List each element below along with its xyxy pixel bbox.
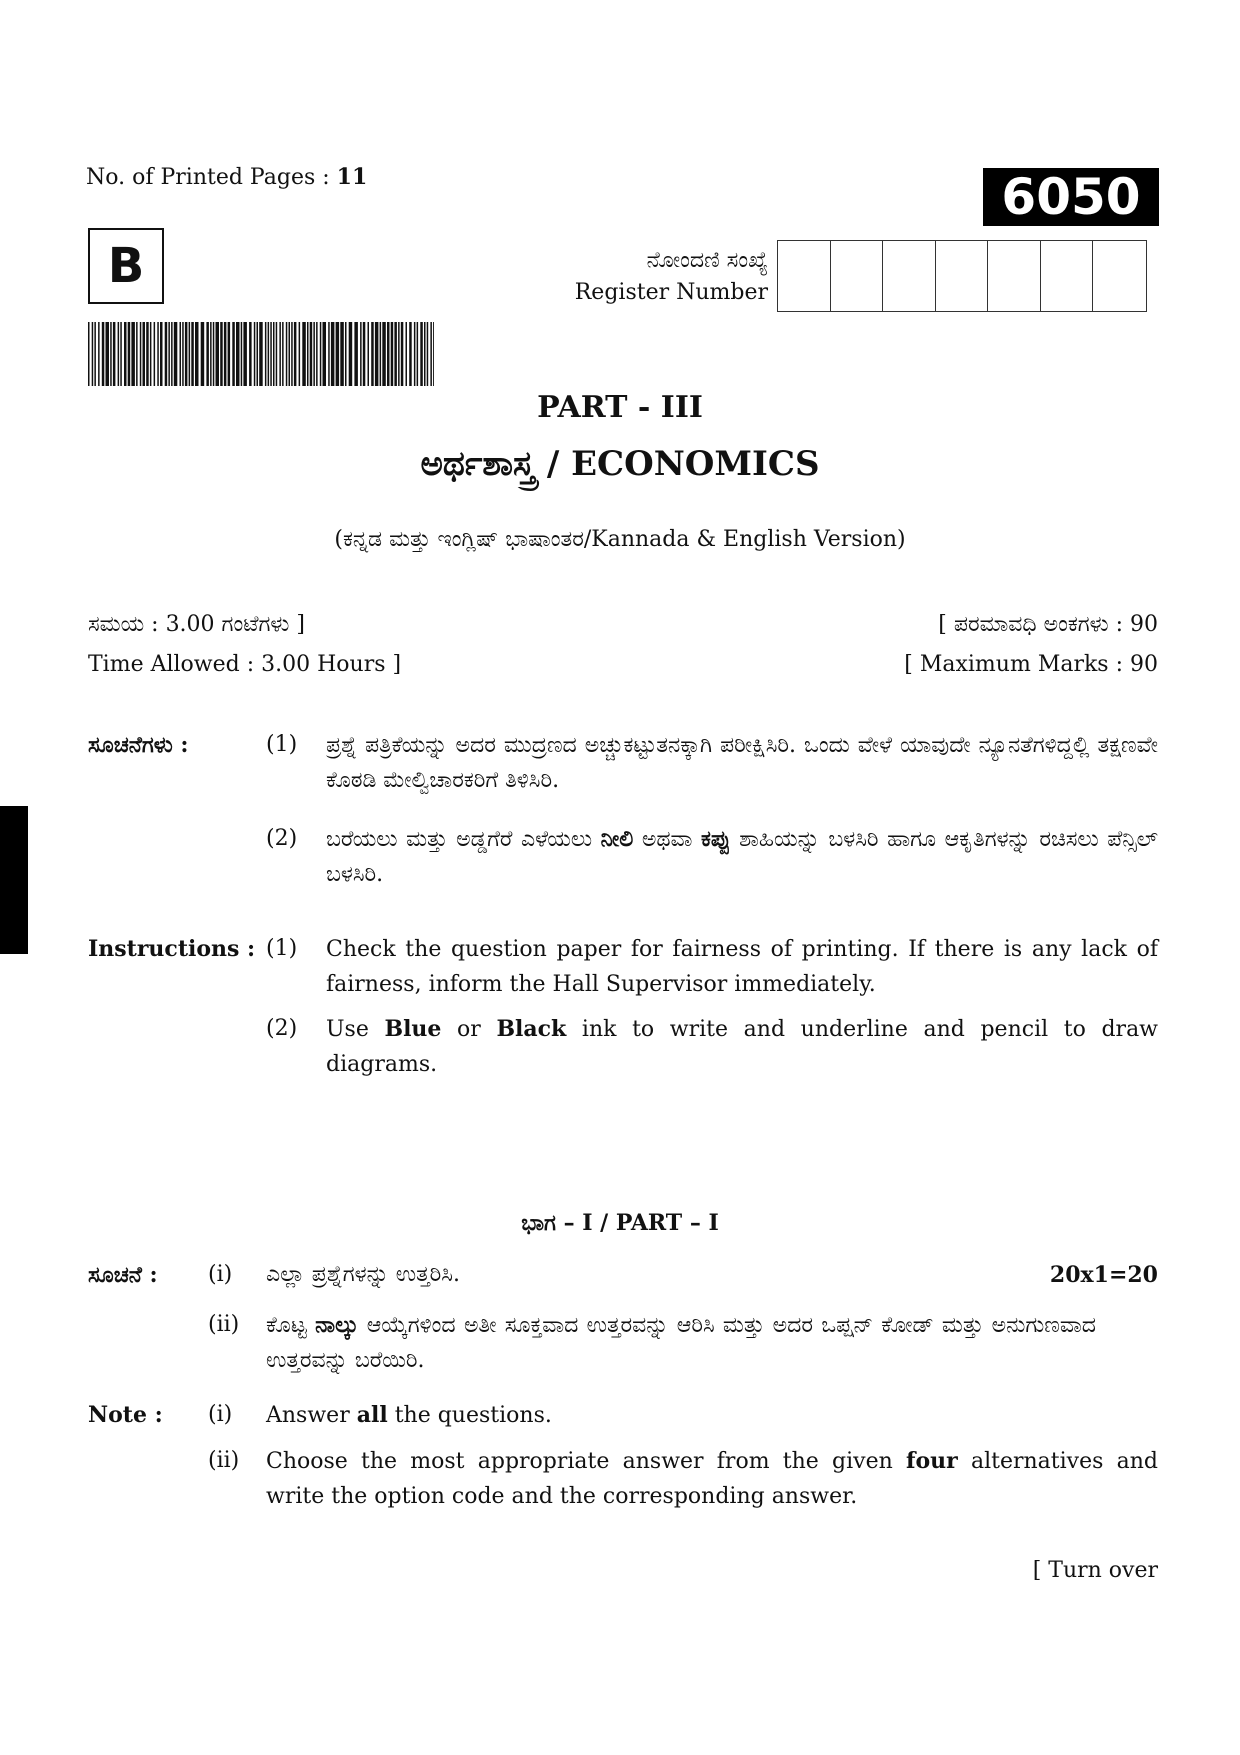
note-text: ಆಯ್ಕೆಗಳಿಂದ ಅತೀ ಸೂಕ್ತವಾದ ಉತ್ತರವನ್ನು ಆರಿಸಿ ಮತ್ತು ಅದರ ಒಪ್ಷನ್ ಕೋಡ್ ಮತ್ತು ಅನುಗುಣವಾದ ಉತ್ತರವನ್ನು ಬರೆಯಿರಿ.: [266, 1313, 1096, 1373]
barcode-bar: [417, 322, 419, 386]
barcode-bar: [360, 322, 362, 386]
barcode-bar: [243, 322, 247, 386]
barcode-bar: [320, 322, 322, 386]
barcode-bar: [206, 322, 209, 386]
note-text: the questions.: [387, 1403, 552, 1428]
barcode-bar: [270, 322, 272, 386]
barcode-bar: [106, 322, 110, 386]
part-one-english-note-2: [266, 1444, 1158, 1514]
barcode-bar: [276, 322, 278, 386]
instruction-number: (2): [266, 826, 298, 851]
barcode-bar: [182, 322, 184, 386]
barcode-bar: [382, 322, 386, 386]
barcode-bar: [265, 322, 267, 386]
note-number: (i): [208, 1402, 233, 1427]
part-one-english-note-label: Note :: [88, 1402, 163, 1428]
barcode-bar: [391, 322, 394, 386]
barcode-bar: [254, 322, 256, 386]
register-cell[interactable]: [831, 241, 884, 311]
note-text: ಕೊಟ್ಟ: [266, 1313, 316, 1338]
barcode-bar: [313, 322, 315, 386]
barcode-bar: [98, 322, 100, 386]
barcode-bar: [331, 322, 335, 386]
paper-code: 6050: [983, 168, 1159, 226]
note-number: (ii): [208, 1312, 240, 1337]
register-cell[interactable]: [1093, 241, 1146, 311]
barcode-bar: [354, 322, 358, 386]
barcode-bar: [294, 322, 297, 386]
barcode-bar: [401, 322, 404, 386]
barcode-bar: [427, 322, 429, 386]
barcode-bar: [110, 322, 112, 386]
barcode-bar: [136, 322, 138, 386]
version-note: (ಕನ್ನಡ ಮತ್ತು ಇಂಗ್ಲಿಷ್ ಭಾಷಾಂತರ/Kannada & English Version): [334, 527, 906, 552]
barcode-bar: [191, 322, 194, 386]
barcode-bar: [409, 322, 412, 386]
barcode-bar: [118, 322, 120, 386]
barcode-bar: [259, 322, 263, 386]
note-number: (i): [208, 1262, 233, 1287]
kannada-instructions-label: ಸೂಚನೆಗಳು :: [88, 732, 189, 758]
series-letter: B: [88, 228, 164, 304]
barcode-bar: [345, 322, 347, 386]
instruction-text: ಶಾಹಿಯನ್ನು ಬಳಸಿರಿ ಹಾಗೂ ಆಕೃತಿಗಳನ್ನು ರಚಿಸಲು ಪೆನ್ಸಿಲ್ ಬಳಸಿರಿ.: [326, 827, 1158, 887]
part-one-heading: ಭಾಗ – I / PART – I: [521, 1210, 719, 1236]
barcode-bar: [371, 322, 374, 386]
part-one-kannada-note-label: ಸೂಚನೆ :: [88, 1262, 158, 1288]
instruction-emphasis: Black: [496, 1016, 567, 1042]
barcode-bar: [307, 322, 309, 386]
note-text: alternatives and write the option code and the corresponding answer.: [266, 1449, 1158, 1509]
barcode-bar: [168, 322, 170, 386]
register-cell[interactable]: [778, 241, 831, 311]
barcode-bar: [387, 322, 390, 386]
barcode-bar: [113, 322, 116, 386]
barcode-bar: [430, 322, 432, 386]
barcode-bar: [143, 322, 146, 386]
time-allowed-kannada: ಸಮಯ : 3.00 ಗಂಟೆಗಳು ]: [88, 612, 305, 637]
instruction-text: Use: [326, 1017, 385, 1042]
barcode-bar: [302, 322, 306, 386]
printed-pages-value: 11: [336, 164, 368, 190]
barcode-bar: [165, 322, 168, 386]
barcode-bar: [174, 322, 178, 386]
barcode-bar: [424, 322, 426, 386]
marks-scheme: 20x1=20: [1049, 1262, 1158, 1288]
instruction-emphasis: ನೀಲಿ: [600, 826, 634, 852]
barcode-bar: [189, 322, 191, 386]
barcode-bar: [224, 322, 227, 386]
barcode-bar: [394, 322, 397, 386]
barcode-bar: [310, 322, 313, 386]
register-cell[interactable]: [988, 241, 1041, 311]
note-text: Choose the most appropriate answer from the given: [266, 1449, 906, 1474]
max-marks-english: [ Maximum Marks : 90: [904, 652, 1158, 677]
barcode-bar: [282, 322, 284, 386]
barcode-bar: [146, 322, 149, 386]
barcode-bar: [102, 322, 105, 386]
barcode-bar: [420, 322, 423, 386]
barcode-bar: [316, 322, 318, 386]
register-cell[interactable]: [883, 241, 936, 311]
register-label-english: Register Number: [574, 280, 768, 305]
barcode-bar: [406, 322, 408, 386]
english-instruction-2: [326, 1012, 1158, 1082]
barcode-bar: [150, 322, 152, 386]
barcode-bar: [213, 322, 215, 386]
barcode-bar: [92, 322, 94, 386]
barcode-bar: [128, 322, 131, 386]
kannada-instruction-1: ಪ್ರಶ್ನೆ ಪತ್ರಿಕೆಯನ್ನು ಅದರ ಮುದ್ರಣದ ಅಚ್ಚುಕಟ್ಟುತನಕ್ಕಾಗಿ ಪರೀಕ್ಷಿಸಿರಿ. ಒಂದು ವೇಳೆ ಯಾವುದೇ ನ್ಯೂನತೆಗಳಿದ್ದಲ್ಲಿ ತಕ್ಷಣವೇ ಕೊಠಡಿ ಮೇಲ್ವಿಚಾರಕರಿಗೆ ತಿಳಿಸಿರಿ.: [326, 733, 1158, 793]
printed-pages-label: No. of Printed Pages :: [86, 165, 337, 190]
instruction-text: ink to write and underline and pencil to draw diagrams.: [326, 1017, 1159, 1077]
barcode-bar: [228, 322, 231, 386]
note-emphasis: all: [356, 1402, 388, 1428]
barcode-bar: [273, 322, 275, 386]
barcode-bar: [368, 322, 370, 386]
barcode-bar: [195, 322, 199, 386]
barcode-bar: [398, 322, 400, 386]
barcode-bar: [160, 322, 163, 386]
instruction-number: (1): [266, 732, 298, 757]
time-allowed-english: Time Allowed : 3.00 Hours ]: [88, 652, 402, 677]
instruction-text: ಬರೆಯಲು ಮತ್ತು ಅಡ್ಡಗೆರೆ ಎಳೆಯಲು: [326, 827, 601, 852]
barcode-bar: [88, 322, 90, 386]
barcode-bar: [268, 322, 270, 386]
barcode-bar: [323, 322, 327, 386]
register-label-kannada: ನೋಂದಣಿ ಸಂಖ್ಯೆ: [646, 248, 768, 273]
english-instructions-label: Instructions :: [88, 936, 256, 962]
register-cell[interactable]: [936, 241, 989, 311]
barcode-bar: [154, 322, 156, 386]
register-number-grid[interactable]: [777, 240, 1147, 312]
note-number: (ii): [208, 1448, 240, 1473]
note-text: Answer: [266, 1403, 357, 1428]
margin-black-bar: [0, 806, 28, 954]
barcode-bar: [220, 322, 223, 386]
barcode-bar: [180, 322, 182, 386]
barcode-bar: [299, 322, 301, 386]
max-marks-kannada: [ ಪರಮಾವಧಿ ಅಂಕಗಳು : 90: [938, 612, 1158, 637]
barcode-bar: [94, 322, 96, 386]
note-emphasis: ನಾಲ್ಕು: [315, 1312, 359, 1338]
barcode-bar: [185, 322, 188, 386]
instruction-number: (1): [266, 936, 298, 961]
barcode-bar: [336, 322, 340, 386]
barcode-bar: [236, 322, 240, 386]
barcode-bar: [124, 322, 127, 386]
register-cell[interactable]: [1041, 241, 1094, 311]
instruction-emphasis: Blue: [384, 1016, 442, 1042]
barcode-bar: [340, 322, 344, 386]
barcode-bar: [157, 322, 159, 386]
subject-title: ಅರ್ಥಶಾಸ್ತ್ರ / ECONOMICS: [420, 444, 820, 484]
instruction-text: ಅಥವಾ: [633, 827, 702, 852]
printed-pages-line: [86, 164, 367, 190]
barcode-bar: [286, 322, 288, 386]
barcode-bar: [414, 322, 416, 386]
barcode-bar: [380, 322, 382, 386]
part-one-kannada-note-1: ಎಲ್ಲಾ ಪ್ರಶ್ನೆಗಳನ್ನು ಉತ್ತರಿಸಿ.: [266, 1262, 460, 1287]
part-title: PART - III: [537, 390, 703, 425]
barcode-bar: [216, 322, 220, 386]
barcode-bar: [120, 322, 122, 386]
barcode-bar: [375, 322, 379, 386]
barcode-bar: [249, 322, 252, 386]
barcode-bar: [171, 322, 173, 386]
barcode-bar: [232, 322, 235, 386]
barcode-bar: [210, 322, 212, 386]
note-emphasis: four: [906, 1448, 958, 1474]
barcode-bar: [349, 322, 353, 386]
barcode-bar: [363, 322, 366, 386]
barcode-bar: [328, 322, 330, 386]
part-one-kannada-note-2: [266, 1308, 1096, 1378]
instruction-number: (2): [266, 1016, 298, 1041]
barcode-bar: [289, 322, 291, 386]
english-instruction-1: Check the question paper for fairness of printing. If there is any lack of fairness, inform the Hall Supervisor immediately.: [326, 937, 1158, 997]
barcode-bar: [241, 322, 243, 386]
instruction-text: or: [441, 1017, 497, 1042]
barcode-bar: [291, 322, 293, 386]
kannada-instruction-2: [326, 822, 1158, 892]
instruction-emphasis: ಕಪ್ಪು: [701, 826, 731, 852]
part-one-english-note-1: [266, 1402, 552, 1428]
barcode-image: [88, 322, 434, 386]
barcode-bar: [257, 322, 259, 386]
barcode-bar: [279, 322, 281, 386]
turn-over-note: [ Turn over: [1032, 1558, 1158, 1583]
barcode-bar: [433, 322, 434, 386]
barcode-bar: [131, 322, 135, 386]
barcode-bar: [201, 322, 205, 386]
barcode-bar: [140, 322, 142, 386]
